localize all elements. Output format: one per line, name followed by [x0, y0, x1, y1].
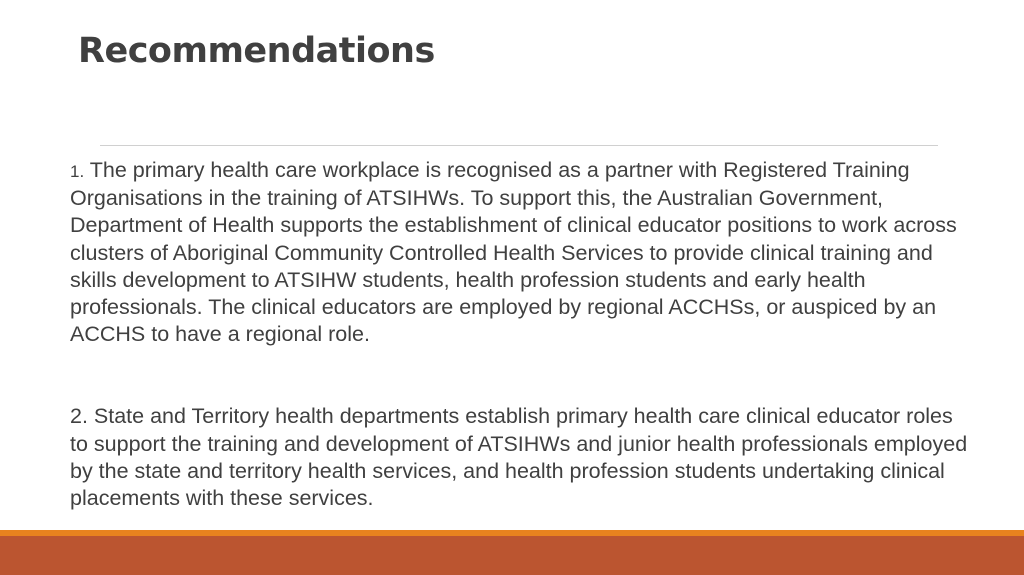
footer-band	[0, 530, 1024, 575]
footer-bar	[0, 536, 1024, 575]
recommendation-1	[70, 157, 970, 348]
recommendations-body	[70, 157, 970, 512]
recommendation-2	[70, 403, 970, 512]
title-divider	[100, 145, 938, 146]
recommendation-1-text: The primary health care workplace is recognised as a partner with Registered Training Organisations in the training of ATSIHWs. To support this, the Australian Government, Department of Health supports the establishment of clinical educator positions to work across clusters of Aboriginal Community Controlled Health Services to provide clinical training and skills development to ATSIHW students, health profession students and early health professionals. The clinical educators are employed by regional ACCHSs, or auspiced by an ACCHS to have a regional role.	[70, 158, 957, 347]
recommendation-2-number: 2.	[70, 404, 88, 429]
slide-title: Recommendations	[78, 31, 435, 71]
recommendation-1-number: 1.	[70, 162, 85, 181]
recommendation-2-text: State and Territory health departments establish primary health care clinical educator roles to support the training and development of ATSIHWs and junior health professionals employed by the state and territory health services, and health profession students undertaking clinical placements with these services.	[70, 404, 968, 511]
